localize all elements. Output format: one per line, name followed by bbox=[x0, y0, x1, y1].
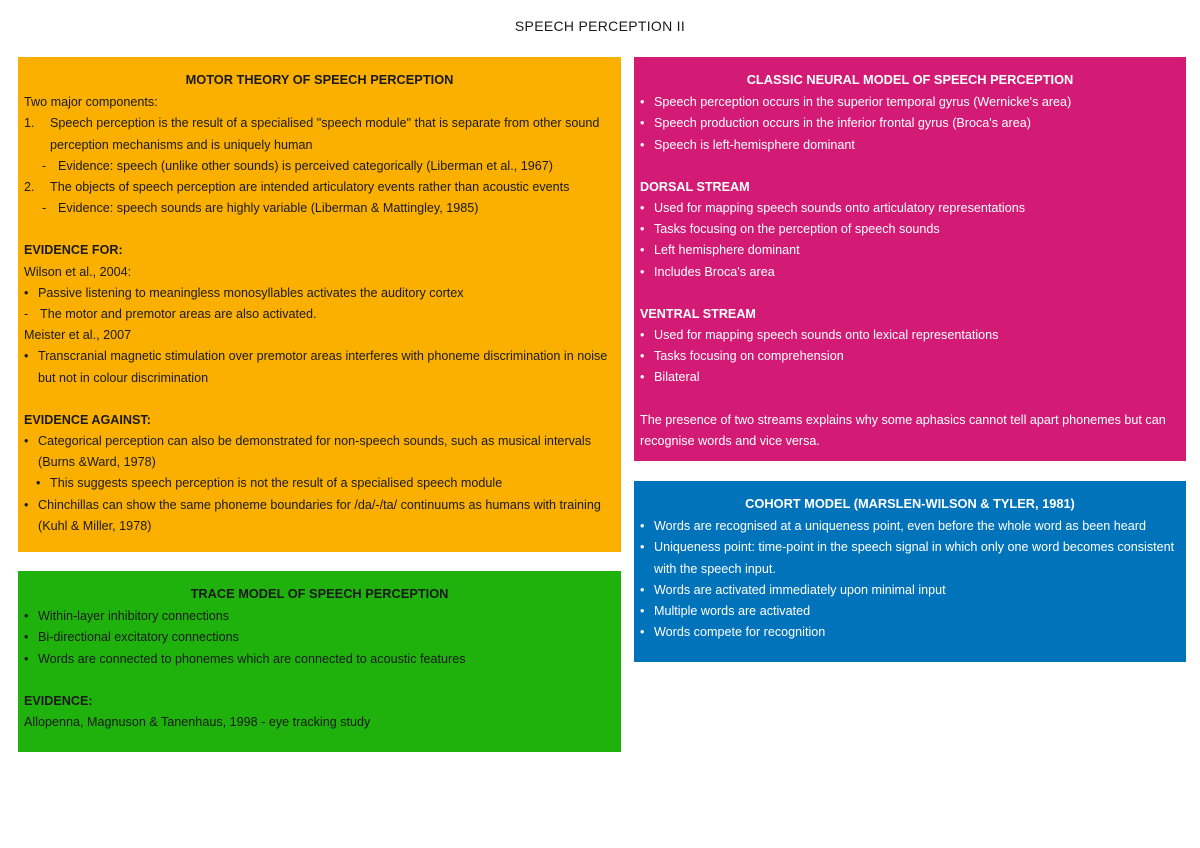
evidence-for-heading: EVIDENCE FOR: bbox=[24, 243, 123, 258]
cohort-bullet-3: • Words are activated immediately upon minimal input bbox=[640, 580, 1180, 601]
cohort-bullet-2: • Uniqueness point: time-point in the speech signal in which only one word becomes consistent with the speech input. bbox=[640, 537, 1180, 579]
wilson-citation: Wilson et al., 2004: bbox=[24, 264, 132, 279]
neural-bullet-1: • Speech perception occurs in the superior temporal gyrus (Wernicke's area) bbox=[640, 92, 1180, 113]
dorsal-bullet-2: • Tasks focusing on the perception of speech sounds bbox=[640, 219, 1180, 240]
evidence-against-heading: EVIDENCE AGAINST: bbox=[24, 412, 151, 427]
trace-bullet-1: • Within-layer inhibitory connections bbox=[24, 606, 615, 627]
motor-component-2-evidence: - Evidence: speech sounds are highly variable (Liberman & Mattingley, 1985) bbox=[24, 198, 615, 219]
motor-theory-box bbox=[18, 57, 621, 552]
dorsal-stream-heading: DORSAL STREAM bbox=[640, 179, 750, 194]
page-title: SPEECH PERCEPTION II bbox=[514, 18, 686, 34]
against-bullet-2: • Chinchillas can show the same phoneme boundaries for /da/-/ta/ continuums as humans with training (Kuhl & Miller, 1978) bbox=[24, 495, 615, 537]
motor-component-1-evidence: - Evidence: speech (unlike other sounds) is perceived categorically (Liberman et al., 1967) bbox=[24, 156, 615, 177]
against-sub-bullet: • This suggests speech perception is not the result of a specialised speech module bbox=[24, 473, 615, 494]
ventral-bullet-2: • Tasks focusing on comprehension bbox=[640, 346, 1180, 367]
ventral-stream-heading: VENTRAL STREAM bbox=[640, 306, 756, 321]
streams-summary: The presence of two streams explains why some aphasics cannot tell apart phonemes but can recognise words and vice versa. bbox=[640, 412, 1166, 448]
meister-citation: Meister et al., 2007 bbox=[24, 328, 132, 343]
neural-model-box bbox=[634, 57, 1186, 461]
cohort-bullet-1: • Words are recognised at a uniqueness point, even before the whole word as been heard bbox=[640, 516, 1180, 537]
cohort-bullet-4: • Multiple words are activated bbox=[640, 601, 1180, 622]
trace-evidence-heading: EVIDENCE: bbox=[24, 693, 93, 708]
trace-evidence-text: Allopenna, Magnuson & Tanenhaus, 1998 - eye tracking study bbox=[24, 715, 371, 730]
neural-model-title: CLASSIC NEURAL MODEL OF SPEECH PERCEPTION bbox=[746, 72, 1074, 87]
against-bullet-1: • Categorical perception can also be demonstrated for non-speech sounds, such as musical intervals (Burns &Ward, 1978) bbox=[24, 431, 615, 473]
motor-intro: Two major components: bbox=[24, 95, 158, 110]
motor-component-1-text: Speech perception is the result of a specialised "speech module" that is separate from other sound perception mechanisms and is uniquely human bbox=[50, 116, 600, 152]
motor-component-1-number: 1. bbox=[24, 116, 35, 131]
cohort-model-title: COHORT MODEL (MARSLEN-WILSON & TYLER, 1981) bbox=[745, 496, 1075, 511]
motor-component-2 bbox=[24, 177, 615, 198]
neural-bullet-2: • Speech production occurs in the inferior frontal gyrus (Broca's area) bbox=[640, 113, 1180, 134]
wilson-dash: - The motor and premotor areas are also activated. bbox=[24, 304, 615, 325]
dorsal-bullet-3: • Left hemisphere dominant bbox=[640, 240, 1180, 261]
motor-component-2-number: 2. bbox=[24, 180, 35, 195]
ventral-bullet-3: • Bilateral bbox=[640, 367, 1180, 388]
wilson-bullet: • Passive listening to meaningless monosyllables activates the auditory cortex bbox=[24, 283, 615, 304]
trace-model-title: TRACE MODEL OF SPEECH PERCEPTION bbox=[190, 586, 449, 601]
neural-bullet-3: • Speech is left-hemisphere dominant bbox=[640, 135, 1180, 156]
trace-bullet-3: • Words are connected to phonemes which are connected to acoustic features bbox=[24, 649, 615, 670]
meister-bullet: • Transcranial magnetic stimulation over premotor areas interferes with phoneme discrimination in noise but not in colour discrimination bbox=[24, 346, 615, 388]
motor-component-2-text: The objects of speech perception are intended articulatory events rather than acoustic events bbox=[50, 180, 570, 195]
trace-bullet-2: • Bi-directional excitatory connections bbox=[24, 627, 615, 648]
ventral-bullet-1: • Used for mapping speech sounds onto lexical representations bbox=[640, 325, 1180, 346]
motor-theory-title: MOTOR THEORY OF SPEECH PERCEPTION bbox=[185, 72, 454, 87]
dorsal-bullet-1: • Used for mapping speech sounds onto articulatory representations bbox=[640, 198, 1180, 219]
cohort-bullet-5: • Words compete for recognition bbox=[640, 622, 1180, 643]
dorsal-bullet-4: • Includes Broca's area bbox=[640, 262, 1180, 283]
trace-model-box bbox=[18, 571, 621, 752]
motor-component-1 bbox=[24, 113, 615, 155]
cohort-model-box bbox=[634, 481, 1186, 662]
